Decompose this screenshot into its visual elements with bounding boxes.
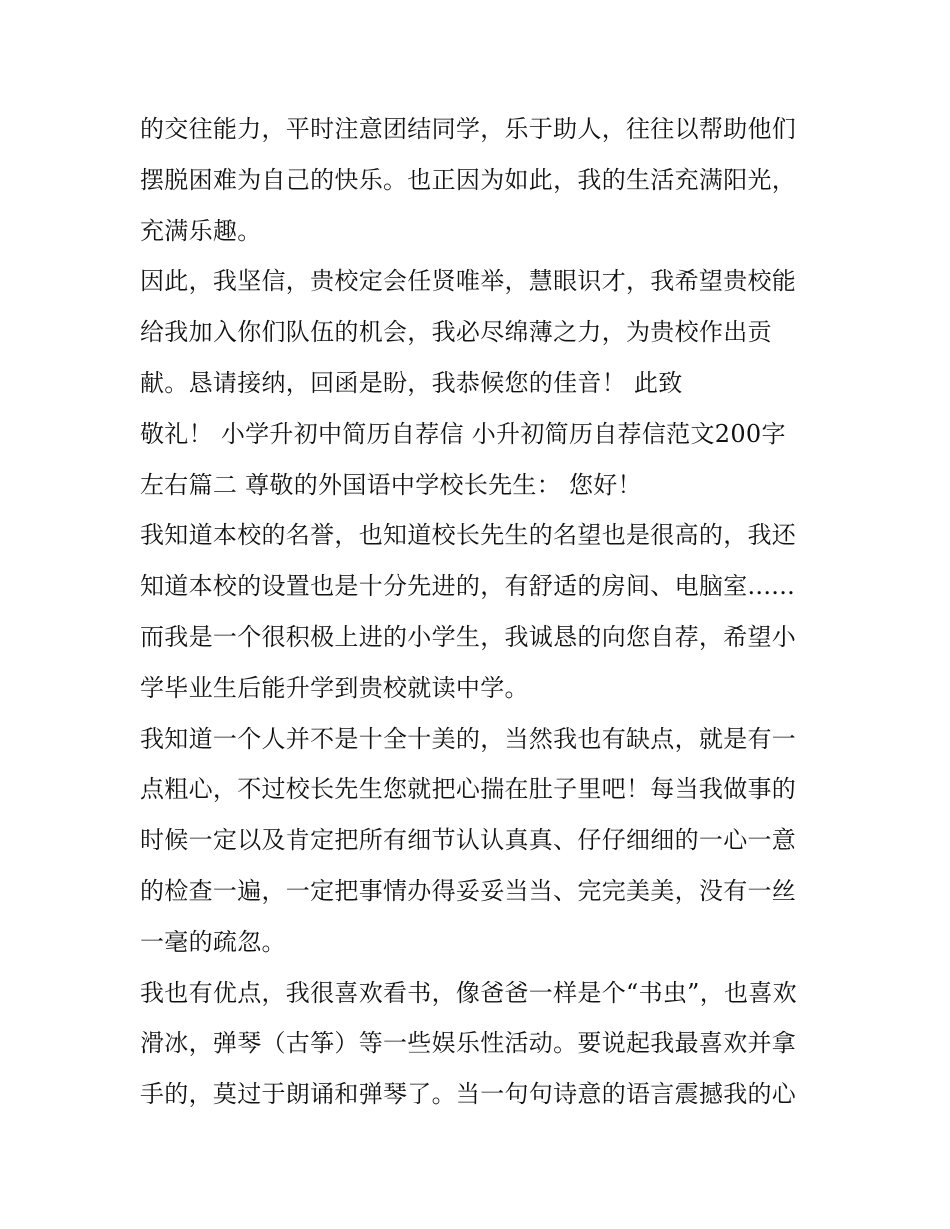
document-body	[140, 104, 820, 1120]
text-line: 给我加入你们队伍的机会，我必尽绵薄之力，为贵校作出贡	[140, 318, 772, 347]
text-line: 的交往能力，平时注意团结同学，乐于助人，往往以帮助他们	[140, 115, 797, 143]
text-line: 学毕业生后能升学到贵校就读中学。	[140, 673, 529, 702]
text-line: 左右篇二 尊敬的外国语中学校长先生： 您好！	[140, 470, 642, 499]
text-line: 充满乐趣。	[140, 216, 262, 245]
text-line: 滑冰，弹琴（古筝）等一些娱乐性活动。要说起我最喜欢并拿	[140, 1029, 797, 1058]
text-line: 我也有优点，我很喜欢看书，像爸爸一样是个“书虫”，也喜欢	[140, 978, 797, 1007]
text-line: 一毫的疏忽。	[140, 927, 286, 956]
text-line: 时候一定以及肯定把所有细节认认真真、仔仔细细的一心一意	[140, 826, 797, 855]
text-line: 献。恳请接纳，回函是盼，我恭候您的佳音！ 此致	[140, 368, 683, 397]
text-line: 因此，我坚信，贵校定会任贤唯举，慧眼识才，我希望贵校能	[140, 267, 797, 296]
text-line: 敬礼！ 小学升初中简历自荐信 小升初简历自荐信范文200字	[140, 419, 786, 448]
text-line: 摆脱困难为自己的快乐。也正因为如此，我的生活充满阳光，	[140, 165, 797, 194]
text-line: 手的，莫过于朗诵和弹琴了。当一句句诗意的语言震撼我的心	[140, 1080, 797, 1109]
text-line: 我知道一个人并不是十全十美的，当然我也有缺点，就是有一	[140, 724, 797, 753]
text-line: 的检查一遍，一定把事情办得妥妥当当、完完美美，没有一丝	[140, 876, 797, 905]
text-line: 知道本校的设置也是十分先进的，有舒适的房间、电脑室......	[140, 572, 796, 601]
text-line: 而我是一个很积极上进的小学生，我诚恳的向您自荐，希望小	[140, 622, 797, 651]
text-line: 我知道本校的名誉，也知道校长先生的名望也是很高的，我还	[140, 521, 797, 550]
text-line: 点粗心，不过校长先生您就把心揣在肚子里吧！每当我做事的	[140, 775, 797, 804]
